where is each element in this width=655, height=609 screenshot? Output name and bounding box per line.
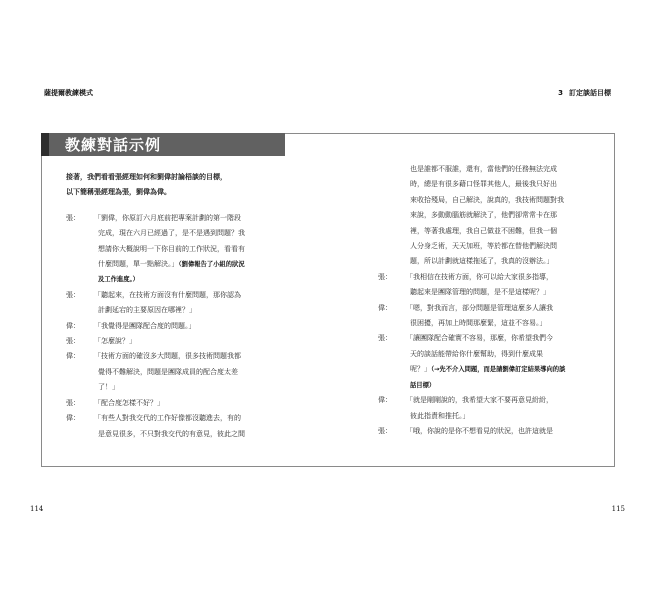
title-accent [41, 133, 49, 156]
dialogue-line: 什麼問題，單一點解決。」（劉偉報告了小組的狀況 [98, 260, 245, 269]
dialogue-line: 來收拾殘局，自己解決，說真的，我技術問題對我 [410, 195, 564, 204]
box-title: 教練對話示例 [65, 136, 162, 154]
box-title-bar [41, 133, 285, 156]
dialogue-line: 時，總是有很多藉口怪罪其他人，最後我只好出 [410, 180, 557, 189]
speaker: 張： [66, 337, 80, 346]
dialogue-line: 想請你大概說明一下你目前的工作狀況，看看有 [98, 244, 245, 253]
speaker: 張： [66, 290, 80, 299]
speaker: 偉： [66, 321, 80, 330]
chapter-title: 訂定談話目標 [569, 89, 611, 97]
dialogue-line: 偉： 「有些人對我交代的工作好像都沒聽進去，有的 [66, 411, 298, 426]
dialogue-line: 張： 「聽起來，在技術方面沒有什麼問題，那你認為 [66, 288, 298, 303]
dialogue-line: 計劃延宕的主要原因在哪裡？」 [98, 306, 196, 315]
dialogue-line: 來說，多動動腦筋就解決了，他們卻常常卡在那 [410, 211, 557, 220]
dialogue-line: 覺得不難解決，問題是團隊成員的配合度太差 [98, 367, 238, 376]
chapter-number: 3 [558, 89, 563, 97]
dialogue-line: 天的談話能帶給你什麼幫助，得到什麼成果 [410, 349, 543, 358]
dialogue-line: 偉： 「我覺得是團隊配合度的問題。」 [66, 319, 298, 334]
annotation-note: （→先不介入問題，而是請劉偉訂定結果導向的談 [431, 366, 566, 374]
running-head-left: 薩提爾教練模式 [44, 89, 93, 97]
annotation-note: （劉偉報告了小組的狀況 [178, 261, 245, 269]
dialogue-line: 偉： 「就是剛剛說的，我希望大家不要再意見紛紛， [378, 393, 600, 408]
dialogue-line: 裡，等著我處理，我自己做並不困難，但我一個 [410, 226, 557, 235]
dialogue-line: 張： 「我相信在技術方面，你可以給大家很多指導， [378, 270, 600, 285]
dialogue-line: 呢？」（→先不介入問題，而是請劉偉訂定結果導向的談 [410, 365, 566, 374]
intro-line: 接著，我們看看張經理如何和劉偉討論梧談的目標， [66, 173, 227, 181]
dialogue-line: 張： 「哦，你說的是你不想看見的狀況，也許這就是 [378, 424, 600, 439]
speaker: 偉： [378, 396, 392, 405]
dialogue-line: 了！」 [98, 383, 119, 392]
dialogue-line: 很困擾，再加上時間那麼緊，這並不容易。」 [410, 319, 547, 328]
dialogue-left [66, 211, 298, 442]
dialogue-line: 偉： 「技術方面的確沒多大問題，很多技術問題我都 [66, 349, 298, 364]
speaker: 張： [66, 213, 80, 222]
page-number-left: 114 [30, 505, 44, 513]
dialogue-line: 人分身乏術，天天加班，等於都在替他們解決問 [410, 242, 557, 251]
dialogue-line: 張： 「劉偉，你原訂六月底前把專案計劃的第一階段 [66, 211, 298, 226]
speaker: 張： [378, 426, 392, 435]
intro-line: 以下簡稱張經理為張，劉偉為偉。 [66, 188, 171, 197]
dialogue-line: 張： 「怎麼說？」 [66, 334, 298, 349]
dialogue-line: 彼此指責和推托。」 [410, 411, 470, 420]
page-number-right: 115 [611, 505, 625, 513]
speaker: 偉： [66, 352, 80, 361]
right-column [378, 162, 600, 439]
annotation-note: 話目標） [410, 381, 436, 389]
dialogue-line: 也是誰都不服誰，還有，當他們的任務無法完成 [410, 165, 557, 173]
running-head-right [558, 88, 611, 98]
left-column [66, 170, 298, 442]
speaker: 偉： [66, 414, 80, 423]
dialogue-line: 聽起來是團隊管理的問題，是不是這樣呢？」 [410, 288, 550, 297]
dialogue-line: 張： 「讓團隊配合確實不容易，那麼，你希望我們今 [378, 331, 600, 346]
dialogue-line: 偉： 「嗯，對我而言，部分問題是管理這麼多人讓我 [378, 301, 600, 316]
speaker: 張： [66, 398, 80, 407]
dialogue-line: 題，所以計劃就這樣拖延了，我真的沒辦法。」 [410, 257, 554, 266]
speaker: 偉： [378, 303, 392, 312]
dialogue-line: 完成，現在六月已經過了，是不是遇到問題？我 [98, 229, 245, 238]
speaker: 張： [378, 272, 392, 281]
dialogue-line: 是意見很多，不只對我交代的有意見，彼此之間 [98, 429, 245, 438]
annotation-note: 及工作進度。） [98, 276, 139, 284]
dialogue-line: 張： 「配合度怎樣不好？」 [66, 396, 298, 411]
speaker: 張： [378, 334, 392, 343]
intro-paragraph [66, 170, 298, 201]
